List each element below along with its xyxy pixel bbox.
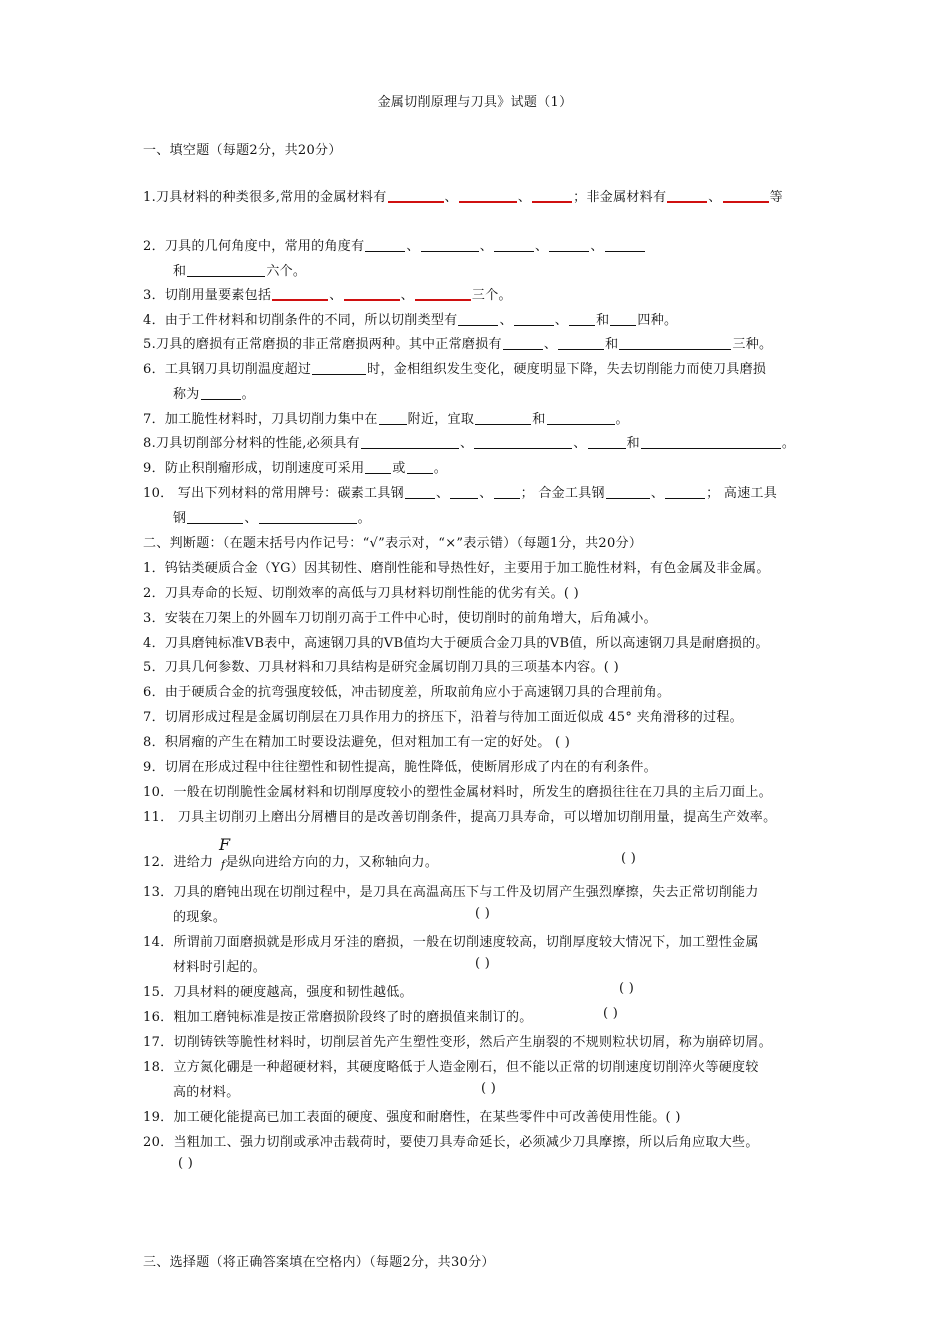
judge-item-12: 12．进给力 f是纵向进给方向的力，又称轴向力。 ( ): [143, 851, 637, 871]
answer-blank[interactable]: [606, 497, 650, 499]
answer-blank[interactable]: [547, 423, 615, 425]
judge-item: 6．由于硬质合金的抗弯强度较低，冲击韧度差，所取前角应小于高速钢刀具的合理前角。: [143, 685, 671, 700]
answer-blank[interactable]: [259, 522, 357, 524]
judge-item: 10．一般在切削脆性金属材料和切削厚度较小的塑性金属材料时，所发生的磨损往往在刀具的主后刀面上。: [143, 785, 772, 800]
answer-paren[interactable]: ( ): [603, 1006, 619, 1021]
judge-item-14: 14．所谓前刀面磨损就是形成月牙洼的磨损，一般在切削速度较高，切削厚度较大情况下，加工塑性金属: [143, 935, 759, 950]
fill-question-8: 8.刀具切削部分材料的性能,必须具有 、 、 和 。: [143, 436, 796, 451]
force-subscript: f: [220, 858, 226, 871]
force-symbol: F: [219, 835, 231, 854]
judge-item: 4．刀具磨钝标准VB表中，高速钢刀具的VB值均大于硬质合金刀具的VB值，所以高速钢刀具是耐磨损的。: [143, 636, 769, 651]
fill-question-2-cont: 和 六个。: [173, 264, 307, 279]
answer-blank[interactable]: [558, 348, 604, 350]
answer-blank[interactable]: [379, 423, 407, 425]
answer-blank[interactable]: [569, 324, 595, 326]
answer-blank[interactable]: [365, 472, 391, 474]
answer-blank[interactable]: [641, 447, 781, 449]
answer-blank[interactable]: [605, 250, 645, 252]
answer-blank[interactable]: [187, 522, 243, 524]
answer-blank[interactable]: [458, 324, 498, 326]
answer-blank[interactable]: [405, 497, 435, 499]
answer-blank[interactable]: [415, 298, 471, 301]
judge-item: 3．安装在刀架上的外圆车刀切削刃高于工件中心时，使切削时的前角增大，后角减小。: [143, 611, 657, 626]
answer-blank[interactable]: [665, 497, 705, 499]
judge-item: 2．刀具寿命的长短、切削效率的高低与刀具材料切削性能的优劣有关。( ): [143, 586, 580, 601]
judge-item-16: 16．粗加工磨钝标准是按正常磨损阶段终了时的磨损值来制订的。 ( ): [143, 1006, 619, 1025]
answer-paren[interactable]: ( ): [475, 956, 491, 971]
judge-item-19: 19．加工硬化能提高已加工表面的硬度、强度和耐磨性，在某些零件中可改善使用性能。( ): [143, 1110, 681, 1125]
fill-question-2: 2．刀具的几何角度中，常用的角度有 、 、 、 、: [143, 235, 646, 254]
fill-question-10-cont: 钢 、 。: [173, 511, 371, 526]
fill-question-1: 1.刀具材料的种类很多,常用的金属材料有 、 、 ；非金属材料有 、 等: [143, 190, 783, 205]
answer-paren[interactable]: ( ): [178, 1156, 194, 1171]
answer-blank[interactable]: [272, 298, 328, 301]
judge-item: 11． 刀具主切削刃上磨出分屑槽目的是改善切削条件，提高刀具寿命，可以增加切削用量，提高生产效率。: [143, 810, 777, 825]
fill-question-3: 3．切削用量要素包括 、 、 三个。: [143, 288, 512, 303]
answer-blank[interactable]: [494, 250, 534, 252]
answer-blank[interactable]: [723, 200, 769, 203]
answer-blank[interactable]: [459, 200, 517, 203]
judge-item: 7．切屑形成过程是金属切削层在刀具作用力的挤压下，沿着与待加工面近似成 45° 夹角滑移的过程。: [143, 710, 743, 725]
answer-blank[interactable]: [201, 398, 241, 400]
fill-question-6: 6．工具钢刀具切削温度超过 时，金相组织发生变化，硬度明显下降，失去切削能力而使刀具磨损: [143, 362, 767, 377]
section2-header: 二、判断题：（在题末括号内作记号：“√”表示对，“×”表示错）（每题1分，共20分）: [143, 536, 643, 551]
section1-header: 一、填空题（每题2分，共20分）: [143, 143, 342, 158]
section3-header: 三、选择题（将正确答案填在空格内）（每题2分，共30分）: [143, 1255, 495, 1270]
answer-blank[interactable]: [494, 497, 520, 499]
answer-blank[interactable]: [187, 275, 265, 277]
answer-blank[interactable]: [514, 324, 554, 326]
fill-question-5: 5.刀具的磨损有正常磨损的非正常磨损两种。其中正常磨损有 、 和 三种。: [143, 337, 773, 352]
answer-blank[interactable]: [361, 447, 459, 449]
answer-blank[interactable]: [344, 298, 400, 301]
answer-blank[interactable]: [312, 373, 366, 375]
answer-blank[interactable]: [532, 200, 572, 203]
judge-item-14-cont: 材料时引起的。 ( ): [173, 956, 491, 975]
judge-item: 5．刀具几何参数、刀具材料和刀具结构是研究金属切削刀具的三项基本内容。( ): [143, 660, 619, 675]
answer-blank[interactable]: [365, 250, 405, 252]
answer-blank[interactable]: [388, 200, 444, 203]
page-title: 金属切削原理与刀具》试题（1）: [377, 95, 573, 110]
judge-item-13: 13．刀具的磨钝出现在切削过程中，是刀具在高温高压下与工件及切屑产生强烈摩擦，失去正常切削能力: [143, 885, 759, 900]
fill-question-10: 10． 写出下列材料的常用牌号：碳素工具钢 、 、 ； 合金工具钢 、 ； 高速工具: [143, 486, 778, 501]
answer-paren[interactable]: ( ): [621, 851, 637, 866]
answer-blank[interactable]: [474, 447, 572, 449]
judge-item-13-cont: 的现象。 ( ): [173, 906, 491, 925]
answer-blank[interactable]: [667, 200, 707, 203]
fill-question-6-cont: 称为 。: [173, 387, 255, 402]
answer-blank[interactable]: [619, 348, 731, 350]
answer-blank[interactable]: [588, 447, 626, 449]
answer-blank[interactable]: [407, 472, 433, 474]
answer-blank[interactable]: [610, 324, 636, 326]
answer-paren[interactable]: ( ): [481, 1081, 497, 1096]
answer-blank[interactable]: [450, 497, 478, 499]
answer-blank[interactable]: [421, 250, 479, 252]
answer-blank[interactable]: [549, 250, 589, 252]
judge-item-18-cont: 高的材料。 ( ): [173, 1081, 497, 1100]
judge-item-20: 20．当粗加工、强力切削或承冲击载荷时，要使刀具寿命延长，必须减少刀具摩擦，所以后角应取大些。: [143, 1135, 759, 1150]
fill-question-4: 4．由于工件材料和切削条件的不同，所以切削类型有 、 、 和 四种。: [143, 313, 678, 328]
answer-blank[interactable]: [503, 348, 543, 350]
answer-paren[interactable]: ( ): [475, 906, 491, 921]
judge-item-18: 18．立方氮化硼是一种超硬材料，其硬度略低于人造金刚石，但不能以正常的切削速度切削淬火等硬度较: [143, 1060, 759, 1075]
judge-item: 9．切屑在形成过程中往往塑性和韧性提高，脆性降低，使断屑形成了内在的有利条件。: [143, 760, 657, 775]
fill-question-7: 7．加工脆性材料时，刀具切削力集中在 附近，宜取 和 。: [143, 412, 629, 427]
judge-item-15: 15．刀具材料的硬度越高，强度和韧性越低。 ( ): [143, 981, 635, 1000]
fill-question-9: 9．防止积削瘤形成，切削速度可采用 或 。: [143, 461, 447, 476]
judge-item: 8．积屑瘤的产生在精加工时要设法避免，但对粗加工有一定的好处。 ( ): [143, 735, 571, 750]
judge-item-17: 17．切削铸铁等脆性材料时，切削层首先产生塑性变形，然后产生崩裂的不规则粒状切屑，称为崩碎切屑。: [143, 1035, 772, 1050]
answer-blank[interactable]: [475, 423, 531, 425]
answer-paren[interactable]: ( ): [619, 981, 635, 996]
judge-item: 1．钨钴类硬质合金（YG）因其韧性、磨削性能和导热性好，主要用于加工脆性材料，有色金属及非金属。: [143, 561, 770, 576]
